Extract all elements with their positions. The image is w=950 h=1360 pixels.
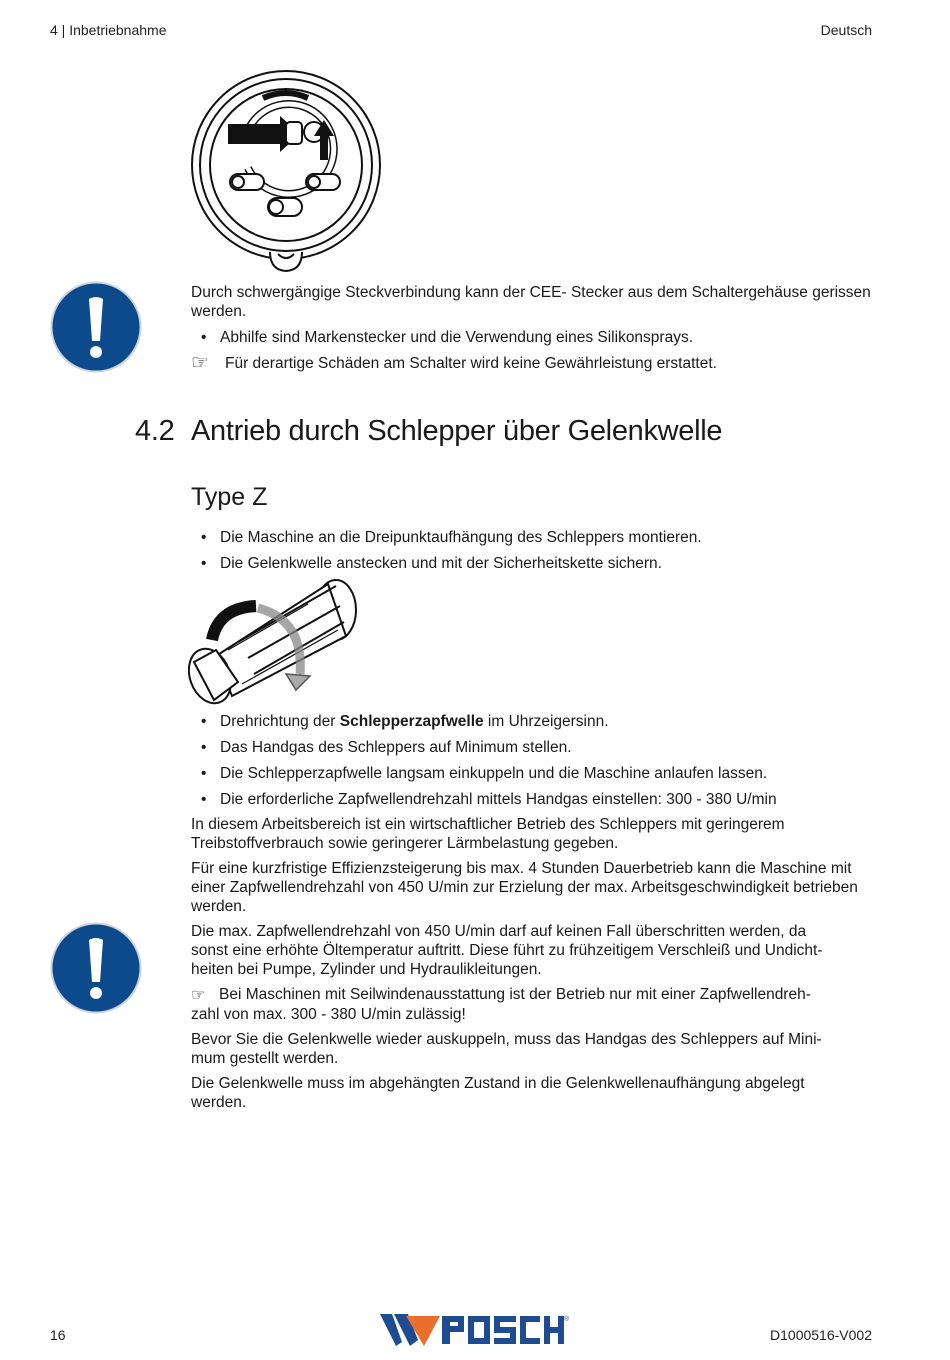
paragraph: Bevor Sie die Gelenkwelle wieder auskuppeln, muss das Handgas des Schleppers auf Mini- mum gestellt werden.: [191, 1031, 822, 1067]
list-item: • Die Schlepperzapfwelle langsam einkuppeln und die Maschine anlaufen lassen.: [191, 764, 881, 783]
header-language-label: Deutsch: [820, 22, 872, 38]
posch-logo: [378, 1312, 570, 1348]
paragraph-warning: Die max. Zapfwellendrehzahl von 450 U/min darf auf keinen Fall überschritten werden, da sonst eine erhöhte Öltemperatur auftritt. Diese führt zu frühzeitigem Verschleiß und Undicht- heiten bei Pumpe, Zylinder und Hydraulikleitungen.: [191, 923, 823, 978]
section-title: Antrieb durch Schlepper über Gelenkwelle: [191, 415, 723, 447]
list-item: • Das Handgas des Schleppers auf Minimum stellen.: [191, 738, 881, 757]
header-section-label: 4 | Inbetriebnahme: [50, 22, 167, 38]
pointing-hand-icon: ☞: [191, 987, 206, 1004]
list-item: • Die Maschine an die Dreipunktaufhängung des Schleppers montieren.: [191, 528, 871, 547]
warning-block-cee: [191, 283, 871, 373]
exclamation-mark-circle-icon: [50, 281, 142, 373]
hint-note: ☞ Bei Maschinen mit Seilwindenausstattung ist der Betrieb nur mit einer Zapfwellendreh- zahl von max. 300 - 380 U/min zulässig!: [191, 986, 811, 1023]
list-item: • Drehrichtung der Schlepperzapfwelle im Uhrzeigersinn.: [191, 712, 881, 731]
bold-term: Schlepperzapfwelle: [339, 713, 484, 730]
registered-mark: ®: [564, 1316, 570, 1323]
paragraph: Für eine kurzfristige Effizienzsteigerung bis max. 4 Stunden Dauerbetrieb kann die Maschine mit einer Zapfwellendrehzahl von 450 U/min zur Erzielung der max. Arbeitsgeschwindigkeit betrieben werden.: [191, 860, 858, 915]
page-number: 16: [50, 1327, 66, 1343]
warning-text: Durch schwergängige Steckverbindung kann der CEE- Stecker aus dem Schaltergehäuse gerissen werden.: [191, 284, 871, 320]
list-item: • Die Gelenkwelle anstecken und mit der Sicherheitskette sichern.: [191, 554, 871, 573]
pointing-hand-icon: ☞: [191, 352, 209, 374]
subsection-heading: Type Z: [191, 483, 268, 511]
cee-plug-illustration: [188, 70, 388, 275]
pto-shaft-illustration: [188, 578, 366, 706]
steps-list-2: [191, 712, 881, 1112]
hint-note: ☞ Für derartige Schäden am Schalter wird keine Gewährleistung erstattet.: [191, 352, 717, 374]
section-heading: [135, 415, 722, 448]
section-number: 4.2: [135, 415, 175, 447]
list-item: • Die erforderliche Zapfwellendrehzahl mittels Handgas einstellen: 300 - 380 U/min: [191, 790, 881, 809]
logo-brand-text: POSCH: [378, 1312, 382, 1313]
list-item: • Abhilfe sind Markenstecker und die Verwendung eines Silikonsprays.: [191, 328, 871, 347]
paragraph: In diesem Arbeitsbereich ist ein wirtschaftlicher Betrieb des Schleppers mit geringerem Treibstoffverbrauch sowie geringerer Lärmbelastung gegeben.: [191, 816, 785, 852]
paragraph: Die Gelenkwelle muss im abgehängten Zustand in die Gelenkwellenaufhängung abgelegt werden.: [191, 1075, 805, 1111]
document-id: D1000516-V002: [770, 1327, 872, 1343]
steps-list-1: [191, 528, 871, 573]
exclamation-mark-circle-icon: [50, 922, 142, 1014]
